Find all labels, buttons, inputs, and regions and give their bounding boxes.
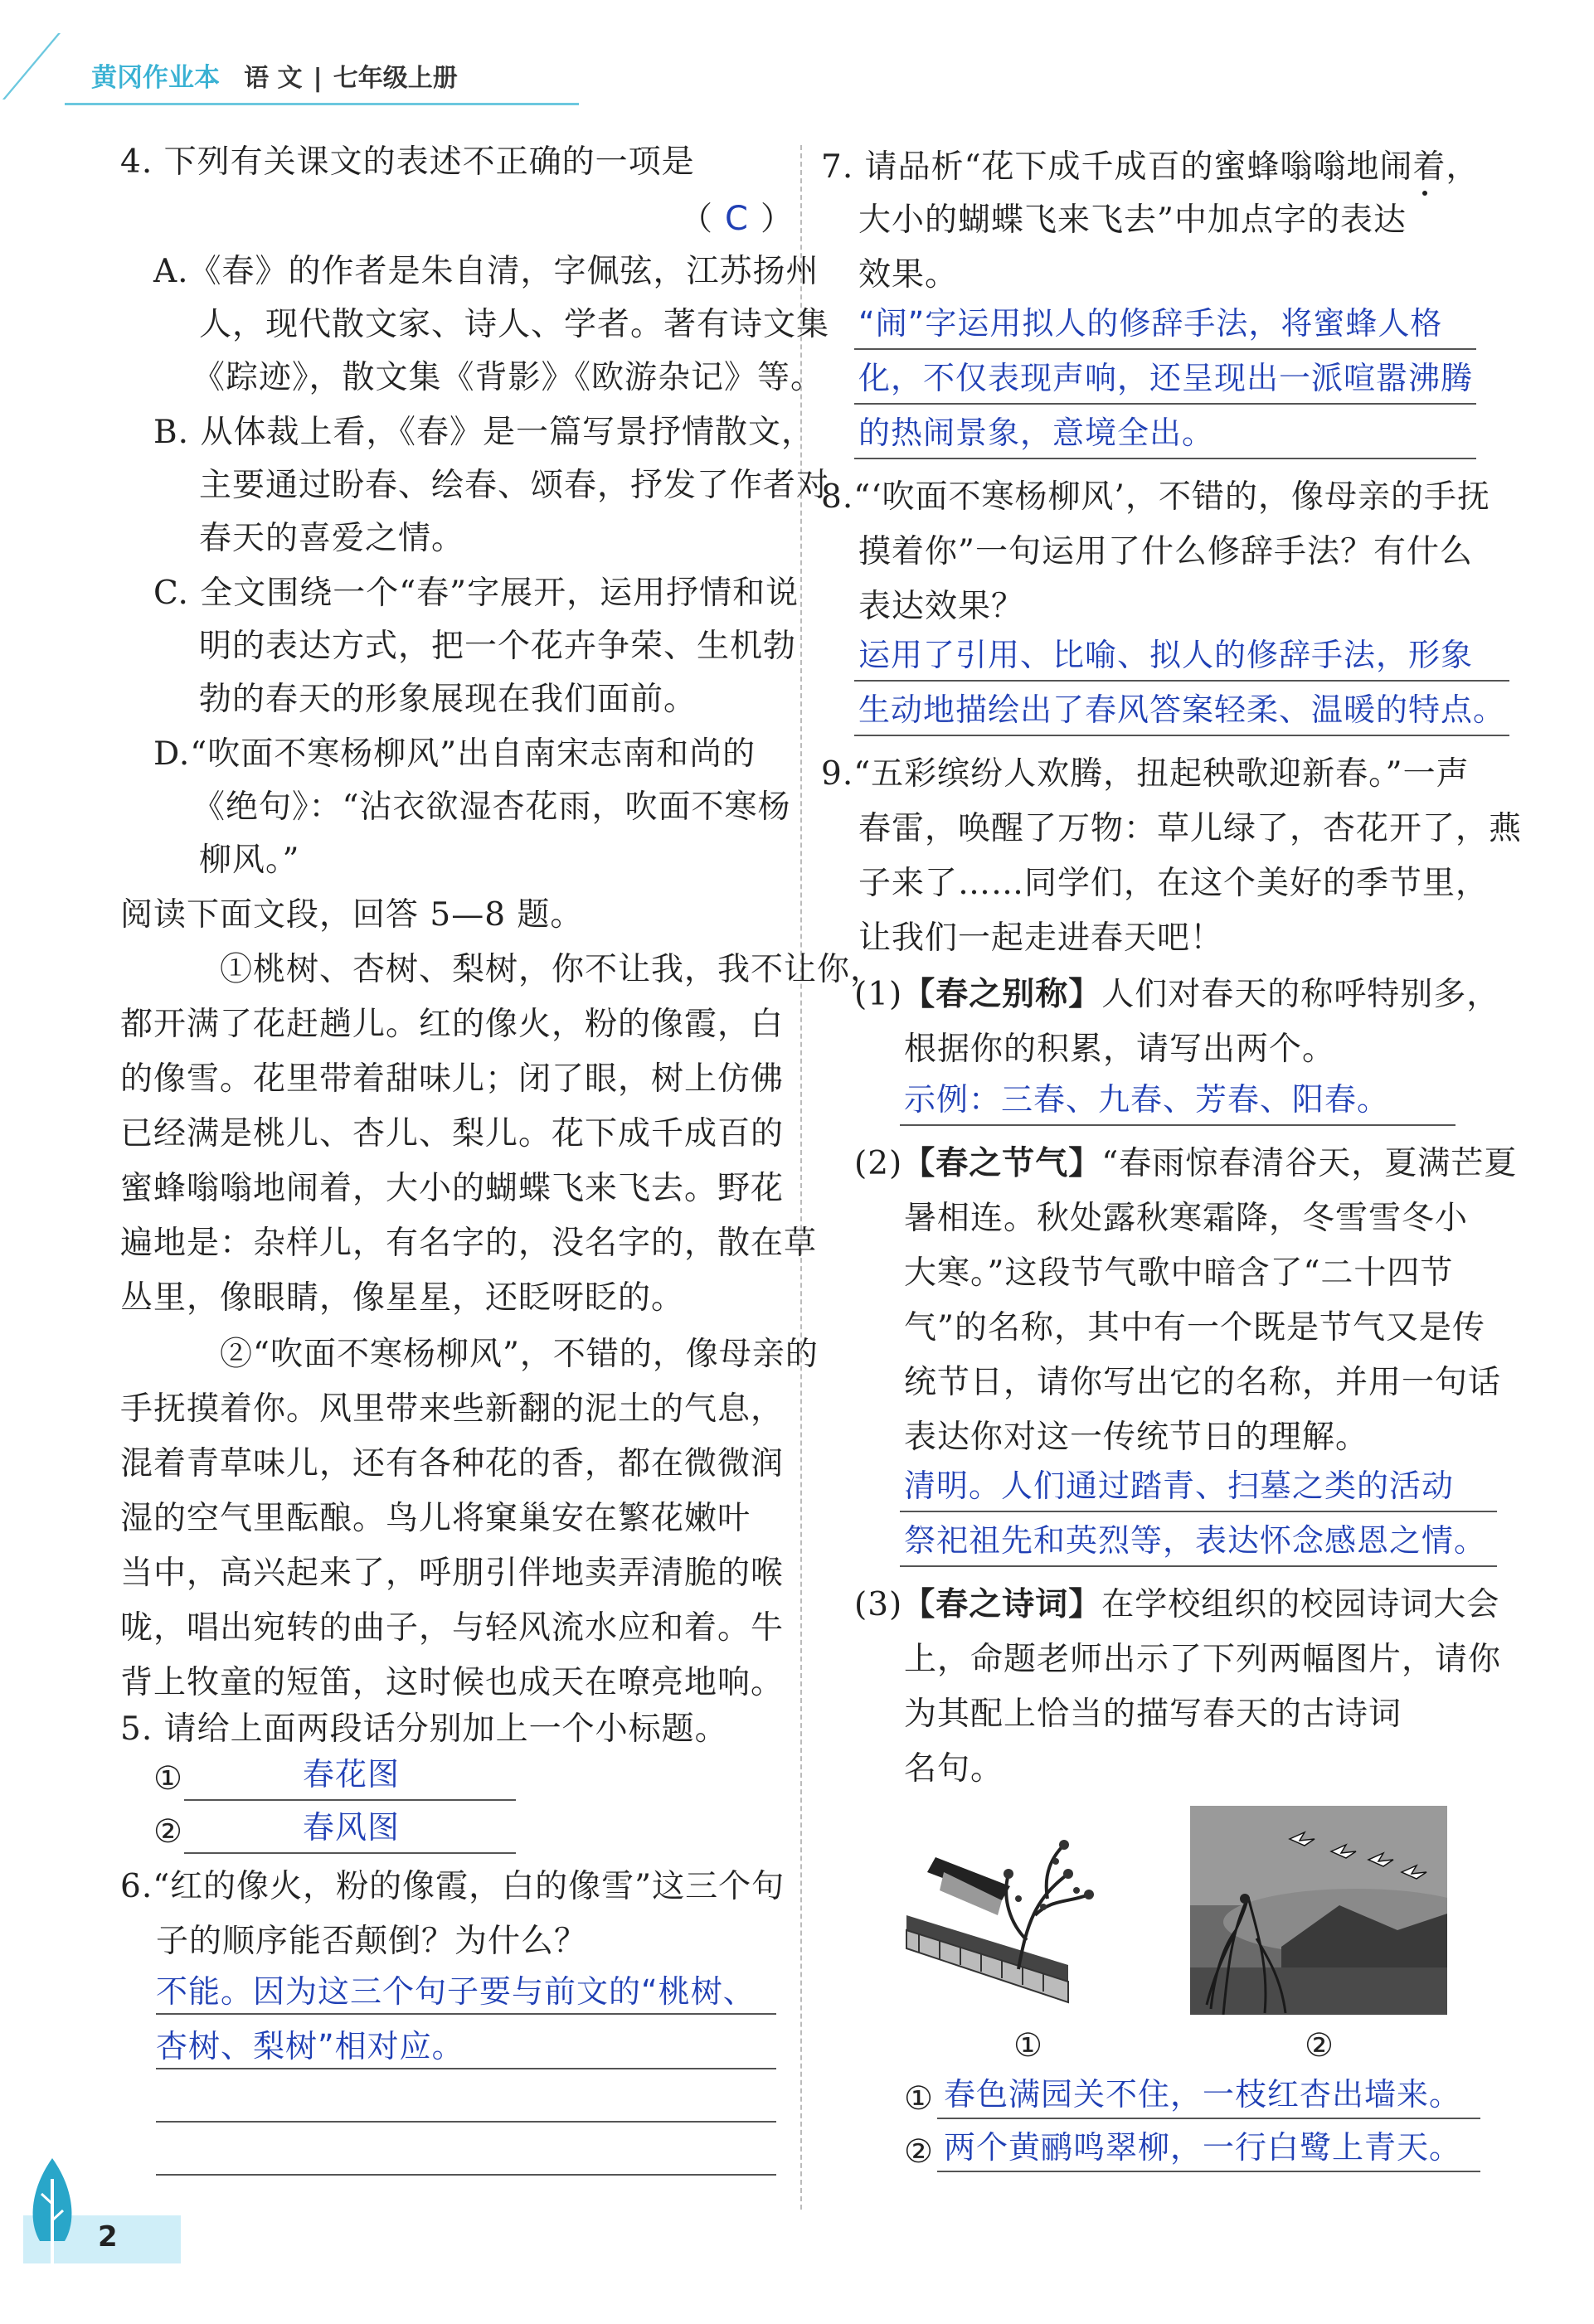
para1-line1: ①桃树、杏树、梨树，你不让我，我不让你， <box>220 951 884 988</box>
q4-option-a-line1: A.《春》的作者是朱自清，字佩弦，江苏扬州 <box>153 253 819 290</box>
q4-option-a-line2: 人，现代散文家、诗人、学者。著有诗文集 <box>199 306 830 343</box>
q9-s2-answer-line2: 祭祀祖先和英烈等，表达怀念感恩之情。 <box>904 1522 1487 1559</box>
column-divider <box>800 145 802 2210</box>
q5-answer-2: 春风图 <box>303 1809 401 1846</box>
q6-answer-line2: 杏树、梨树”相对应。 <box>156 2028 464 2064</box>
q9-s1-line <box>900 1124 1455 1126</box>
q6-line-3 <box>156 2121 776 2123</box>
q9-s2-text2: 暑相连。秋处露秋寒霜降，冬雪雪冬小 <box>904 1200 1469 1237</box>
q4-answer: C <box>725 200 749 238</box>
q4-option-d-line2: 《绝句》：“沾衣欲湿杏花雨，吹面不寒杨 <box>192 788 791 826</box>
q9-s3-heading: (3)【春之诗词】在学校组织的校园诗词大会 <box>854 1586 1500 1623</box>
q5-num-2: ② <box>153 1813 183 1851</box>
tree-icon <box>23 2154 81 2273</box>
q8-answer-line2: 生动地描绘出了春风答案轻柔、温暖的特点。 <box>858 691 1506 728</box>
para1-line2: 都开满了花赶趟儿。红的像火，粉的像霞，白 <box>120 1006 785 1043</box>
q9-s3-answer-2: 两个黄鹂鸣翠柳，一行白鹭上青天。 <box>944 2129 1462 2166</box>
picture-label-2: ② <box>1305 2027 1334 2064</box>
q9-stem-line1: 9.“五彩缤纷人欢腾，扭起秧歌迎新春。”一声 <box>821 755 1470 793</box>
q9-s1-heading: (1)【春之别称】人们对春天的称呼特别多， <box>854 976 1500 1013</box>
q7-stem-line2: 大小的蝴蝶飞来飞去”中加点字的表达 <box>858 201 1407 239</box>
q8-line-2 <box>854 735 1509 736</box>
q8-line-1 <box>854 680 1509 682</box>
q4-option-d-line1: D.“吹面不寒杨柳风”出自南宋志南和尚的 <box>153 735 756 773</box>
q4-option-b-line3: 春天的喜爱之情。 <box>199 520 465 557</box>
q6-stem-line2: 子的顺序能否颠倒？为什么？ <box>156 1923 588 1960</box>
header <box>91 56 458 94</box>
grade: 七年级上册 <box>333 64 458 93</box>
q9-s1-text2: 根据你的积累，请写出两个。 <box>904 1031 1336 1068</box>
para1-line4: 已经满是桃儿、杏儿、梨儿。花下成千成百的 <box>120 1115 785 1152</box>
brand: 黄冈作业本 <box>91 63 220 93</box>
q5-answer-1: 春花图 <box>303 1756 401 1793</box>
q4-option-b-line1: B. 从体裁上看，《春》是一篇写景抒情散文， <box>153 414 814 451</box>
q7-line-2 <box>854 403 1476 405</box>
header-rule <box>65 103 579 105</box>
q9-stem-line4: 让我们一起走进春天吧！ <box>858 919 1224 957</box>
q8-stem-line1: 8.“‘吹面不寒杨柳风’，不错的，像母亲的手抚 <box>821 478 1490 516</box>
picture-apricot-over-wall <box>902 1824 1101 2015</box>
q4-stem: 4. 下列有关课文的表述不正确的一项是 <box>120 143 695 181</box>
q7-stem-line3: 效果。 <box>858 256 959 294</box>
q9-s2-text3: 大寒。”这段节气歌中暗含了“二十四节 <box>904 1254 1454 1292</box>
q7-line-3 <box>854 458 1476 459</box>
q9-s1-answer: 示例：三春、九春、芳春、阳春。 <box>904 1081 1390 1118</box>
para1-line6: 遍地是：杂样儿，有名字的，没名字的，散在草 <box>120 1225 818 1262</box>
q6-line-4 <box>156 2174 776 2176</box>
q4-answer-bracket: （ C ） <box>680 200 794 238</box>
q9-s2-text5: 统节日，请你写出它的名称，并用一句话 <box>904 1364 1502 1401</box>
para1-line3: 的像雪。花里带着甜味儿；闭了眼，树上仿佛 <box>120 1060 785 1098</box>
q9-s3-line-1 <box>937 2118 1480 2119</box>
q5-line-1 <box>184 1799 516 1801</box>
q9-s3-answer-1: 春色满园关不住，一枝红杏出墙来。 <box>944 2076 1462 2113</box>
para2-line7: 背上牧童的短笛，这时候也成天在嘹亮地响。 <box>120 1664 785 1701</box>
header-decoration <box>0 33 61 99</box>
q6-line-1 <box>156 2013 776 2015</box>
q9-s2-line-2 <box>900 1565 1497 1567</box>
q4-option-d-line3: 柳风。” <box>199 842 300 879</box>
q9-s3-text3: 为其配上恰当的描写春天的古诗词 <box>904 1696 1402 1733</box>
q9-s2-line-1 <box>900 1511 1497 1512</box>
emphasis-dot <box>1422 191 1427 196</box>
q9-s3-tag: 【春之诗词】 <box>902 1586 1102 1623</box>
q8-answer-line1: 运用了引用、比喻、拟人的修辞手法，形象 <box>858 637 1474 673</box>
q9-s3-answer-num-1: ① <box>904 2080 934 2118</box>
q9-s3-line-2 <box>937 2171 1480 2172</box>
q9-s2-heading: (2)【春之节气】“春雨惊春清谷天，夏满芒夏 <box>854 1145 1518 1182</box>
q9-stem-line2: 春雷，唤醒了万物：草儿绿了，杏花开了，燕 <box>858 810 1523 847</box>
q8-stem-line3: 表达效果？ <box>858 588 1025 625</box>
q4-option-c-line2: 明的表达方式，把一个花卉争荣、生机勃 <box>199 628 797 665</box>
q6-stem-line1: 6.“红的像火，粉的像霞，白的像雪”这三个句 <box>120 1868 785 1905</box>
para2-line2: 手抚摸着你。风里带来些新翻的泥土的气息， <box>120 1390 785 1428</box>
para2-line1: ②“吹面不寒杨柳风”，不错的，像母亲的 <box>220 1336 819 1373</box>
subject: 语 文 <box>244 64 303 93</box>
q6-line-2 <box>156 2068 776 2069</box>
q9-s2-text4: 气”的名称，其中有一个既是节气又是传 <box>904 1309 1485 1346</box>
picture-label-1: ① <box>1013 2027 1043 2064</box>
q5-stem: 5. 请给上面两段话分别加上一个小标题。 <box>120 1710 728 1748</box>
q8-stem-line2: 摸着你”一句运用了什么修辞手法？有什么 <box>858 533 1473 570</box>
header-divider: | <box>313 64 323 93</box>
q7-stem-line1: 7. 请品析“花下成千成百的蜜蜂嗡嗡地闹着， <box>821 148 1480 186</box>
q9-s3-text4: 名句。 <box>904 1750 1004 1788</box>
q9-stem-line3: 子来了……同学们，在这个美好的季节里， <box>858 865 1490 902</box>
q9-s3-answer-num-2: ② <box>904 2133 934 2171</box>
para1-line7: 丛里，像眼睛，像星星，还眨呀眨的。 <box>120 1279 685 1317</box>
para1-line5: 蜜蜂嗡嗡地闹着，大小的蝴蝶飞来飞去。野花 <box>120 1170 785 1207</box>
q7-answer-line2: 化，不仅表现声响，还呈现出一派喧嚣沸腾 <box>858 360 1474 396</box>
para2-line5: 当中，高兴起来了，呼朋引伴地卖弄清脆的喉 <box>120 1555 785 1592</box>
q5-line-2 <box>184 1852 516 1854</box>
page-number: 2 <box>98 2220 118 2254</box>
q9-s2-tag: 【春之节气】 <box>902 1145 1102 1182</box>
q7-answer-line3: 的热闹景象，意境全出。 <box>858 415 1215 451</box>
q4-option-c-line1: C. 全文围绕一个“春”字展开，运用抒情和说 <box>153 575 799 612</box>
q6-answer-line1: 不能。因为这三个句子要与前文的“桃树、 <box>156 1973 756 2010</box>
q9-s1-tag: 【春之别称】 <box>902 976 1102 1013</box>
para2-line6: 咙，唱出宛转的曲子，与轻风流水应和着。牛 <box>120 1609 785 1647</box>
para2-line4: 湿的空气里酝酿。鸟儿将窠巢安在繁花嫩叶 <box>120 1500 751 1537</box>
q9-s2-text6: 表达你对这一传统节日的理解。 <box>904 1419 1369 1456</box>
q4-option-c-line3: 勃的春天的形象展现在我们面前。 <box>199 681 697 718</box>
q9-s3-text2: 上，命题老师出示了下列两幅图片，请你 <box>904 1641 1502 1678</box>
q5-num-1: ① <box>153 1760 183 1798</box>
picture-egrets-sky <box>1190 1806 1447 2015</box>
q9-s2-answer-line1: 清明。人们通过踏青、扫墓之类的活动 <box>904 1468 1455 1504</box>
q4-option-a-line3: 《踪迹》，散文集《背影》《欧游杂记》等。 <box>192 359 824 396</box>
para2-line3: 混着青草味儿，还有各种花的香，都在微微润 <box>120 1445 785 1482</box>
reading-intro: 阅读下面文段，回答 5—8 题。 <box>120 896 584 934</box>
q7-answer-line1: “闹”字运用拟人的修辞手法，将蜜蜂人格 <box>858 305 1443 342</box>
q4-option-b-line2: 主要通过盼春、绘春、颂春，抒发了作者对 <box>199 467 830 504</box>
q7-line-1 <box>854 348 1476 350</box>
